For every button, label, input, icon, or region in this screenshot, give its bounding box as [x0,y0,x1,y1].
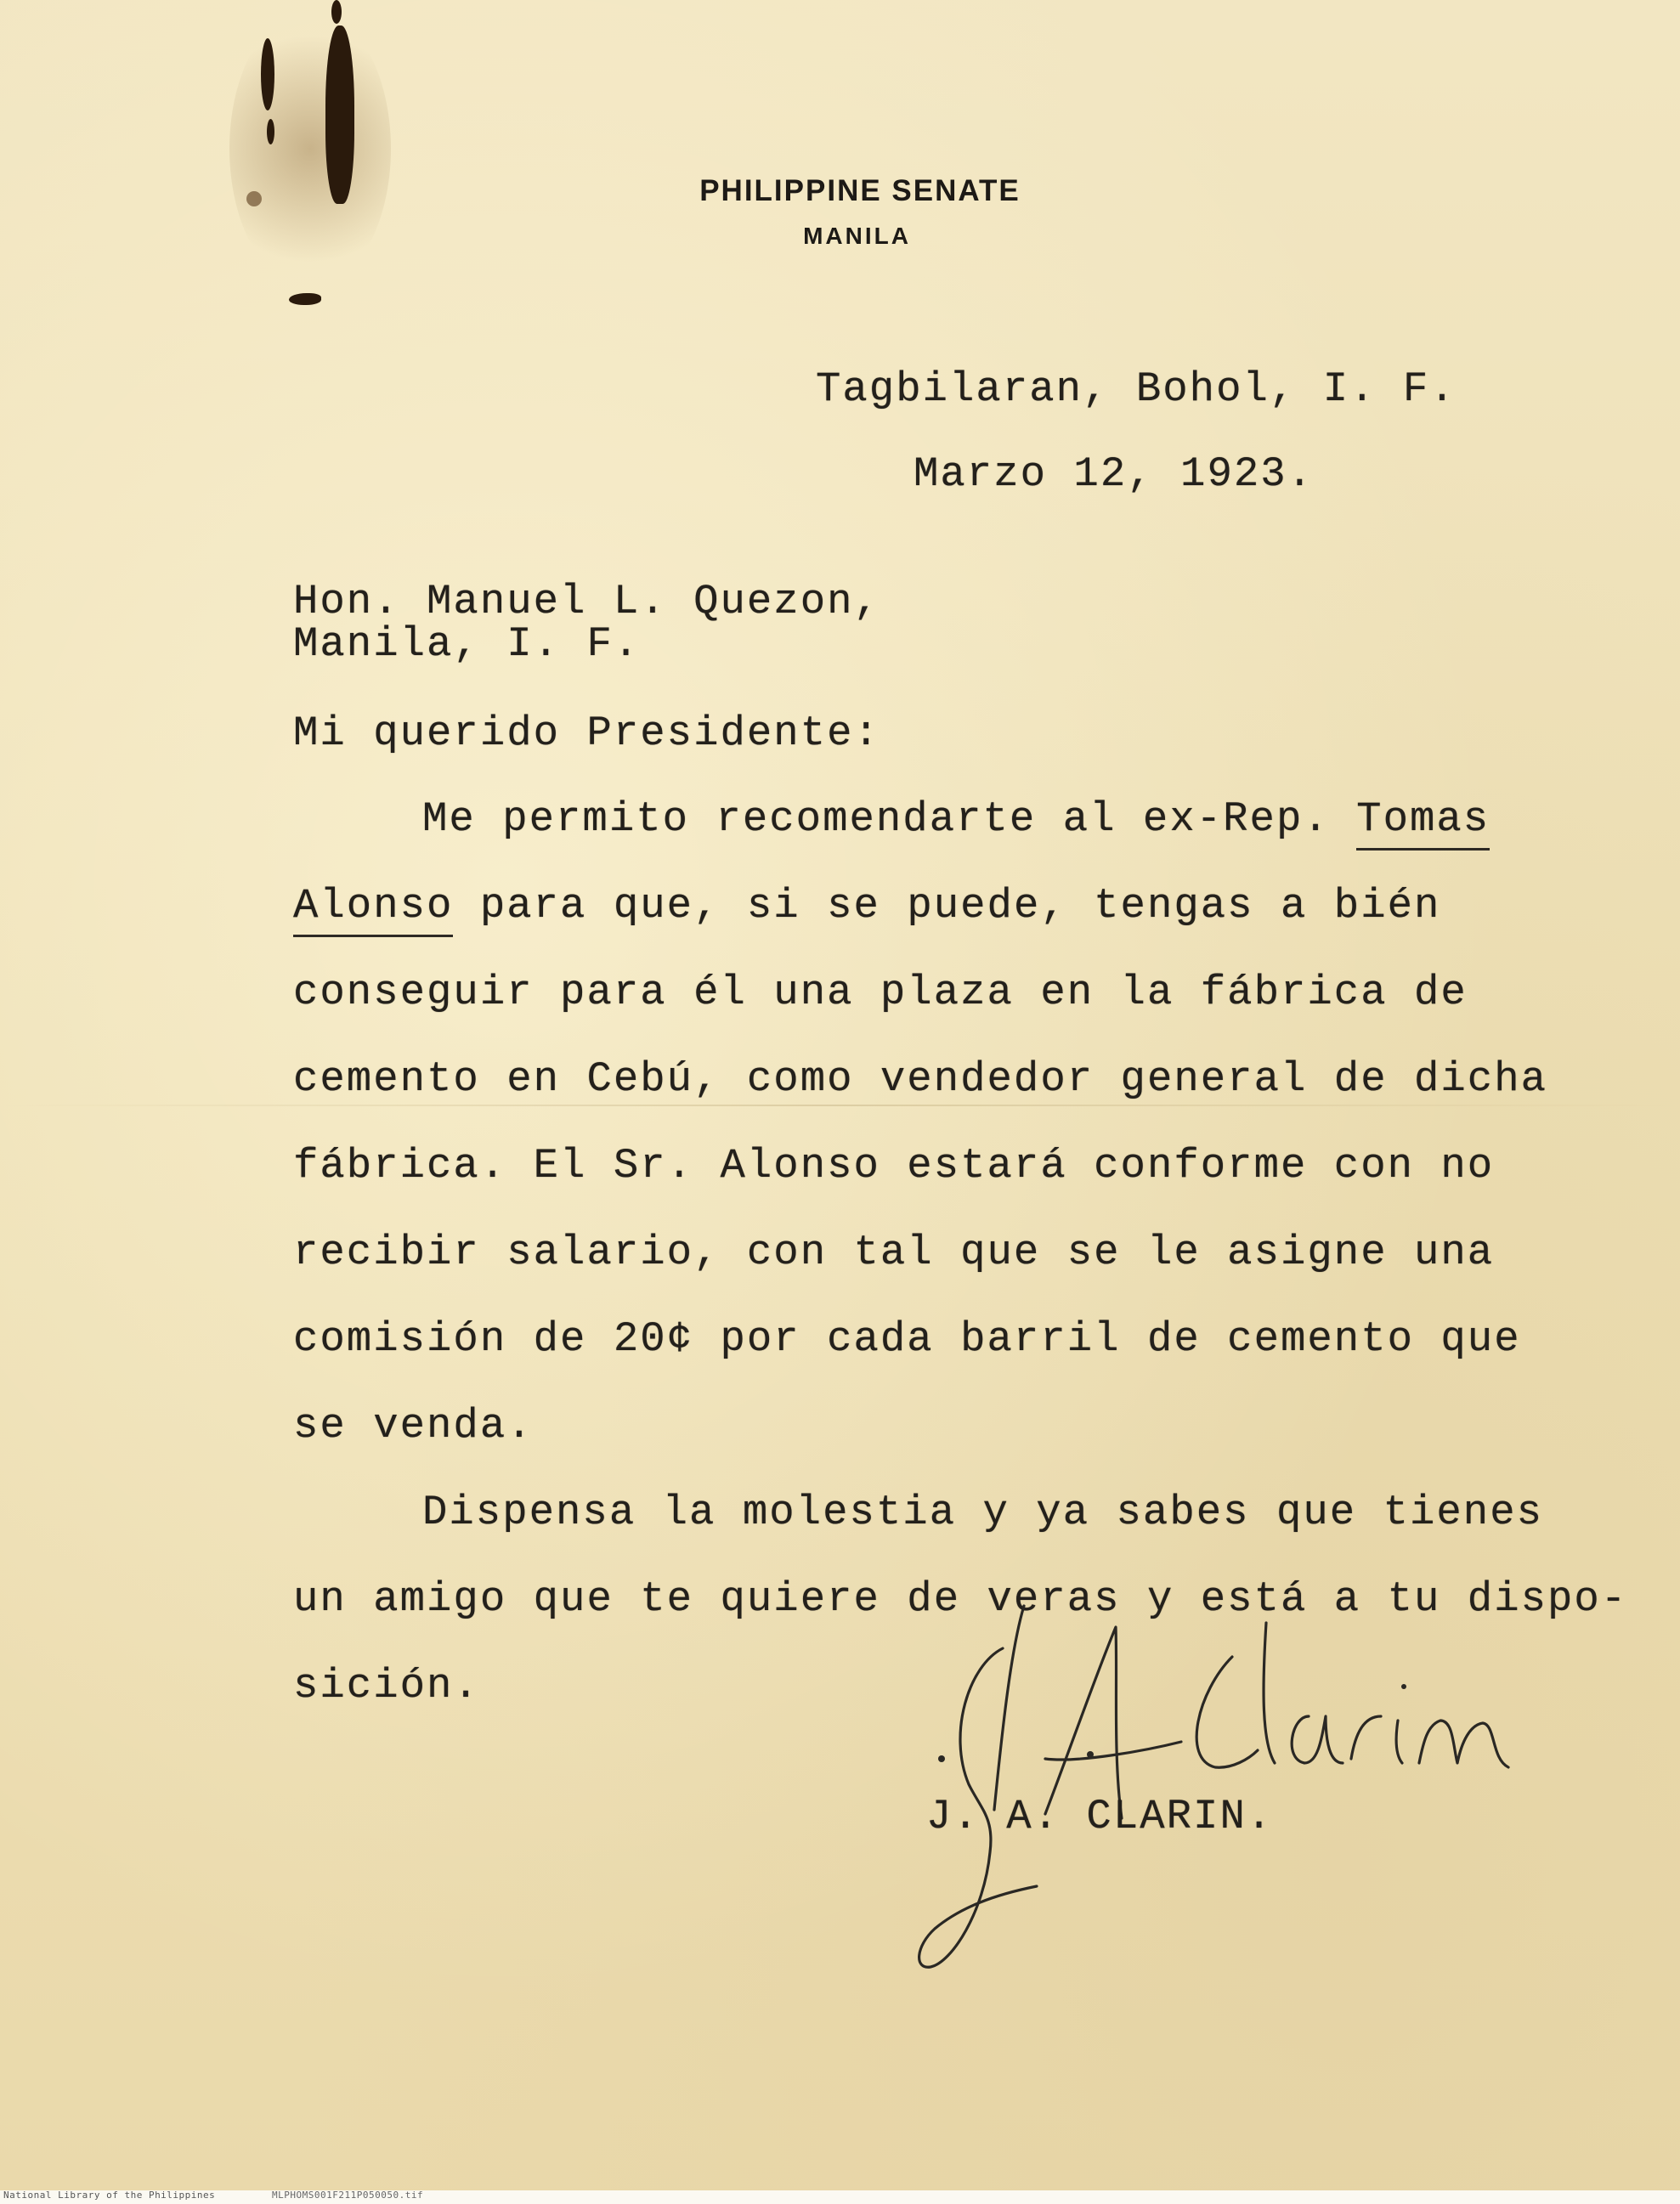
ink-stain [289,293,321,305]
body-line: recibir salario, con tal que se le asigne una [293,1229,1495,1276]
signature-stroke [1396,1721,1402,1763]
fold-line [0,1105,1680,1106]
ink-stain [331,0,342,24]
body-line [293,882,1440,930]
underlined-name: Alonso [293,882,453,937]
salutation: Mi querido Presidente: [293,709,880,757]
signature-stroke [1196,1657,1258,1767]
body-line: se venda. [293,1402,534,1450]
signature-stroke [994,1606,1024,1810]
body-line: conseguir para él una plaza en la fábrica de [293,969,1468,1016]
signature-stroke [1264,1623,1275,1763]
body-line: Dispensa la molestia y ya sabes que tienes [422,1489,1544,1536]
signature-dot [1401,1684,1406,1689]
recipient-city: Manila, I. F. [293,620,641,668]
body-line: fábrica. El Sr. Alonso estará conforme con no [293,1142,1495,1190]
ink-stain [267,119,274,144]
body-line [422,795,1490,843]
recipient-name: Hon. Manuel L. Quezon, [293,578,880,625]
dateline-place: Tagbilaran, Bohol, I. F. [816,365,1457,413]
letterhead-title: PHILIPPINE SENATE [699,174,1021,207]
body-text: para que, si se puede, tengas a bién [479,882,1441,930]
body-line: comisión de 20¢ por cada barril de cemento que [293,1315,1521,1363]
signature-stroke [1351,1716,1381,1759]
footer-filename: MLPHOMS001F211P050050.tif [272,2190,424,2201]
signature-stroke [1292,1716,1343,1763]
body-text: Me permito recomendarte al ex-Rep. [422,795,1330,843]
body-line: cemento en Cebú, como vendedor general de dicha [293,1055,1548,1103]
handwritten-signature [875,1589,1581,1988]
letterhead-city: MANILA [803,223,911,249]
footer-institution: National Library of the Philippines [3,2190,216,2201]
signature-dot [938,1755,945,1762]
underlined-name: Tomas [1356,795,1490,851]
signature-stroke [1419,1721,1508,1767]
ink-stain [261,38,274,110]
footer-strip [0,2190,1680,2204]
dateline-date: Marzo 12, 1923. [914,450,1315,498]
signatory-name: J. A. CLARIN. [926,1793,1274,1840]
signature-dot [1087,1751,1094,1758]
body-line: sición. [293,1662,480,1710]
body-line: un amigo que te quiere de veras y está a tu dispo- [293,1575,1628,1623]
signature-stroke [1045,1627,1122,1818]
